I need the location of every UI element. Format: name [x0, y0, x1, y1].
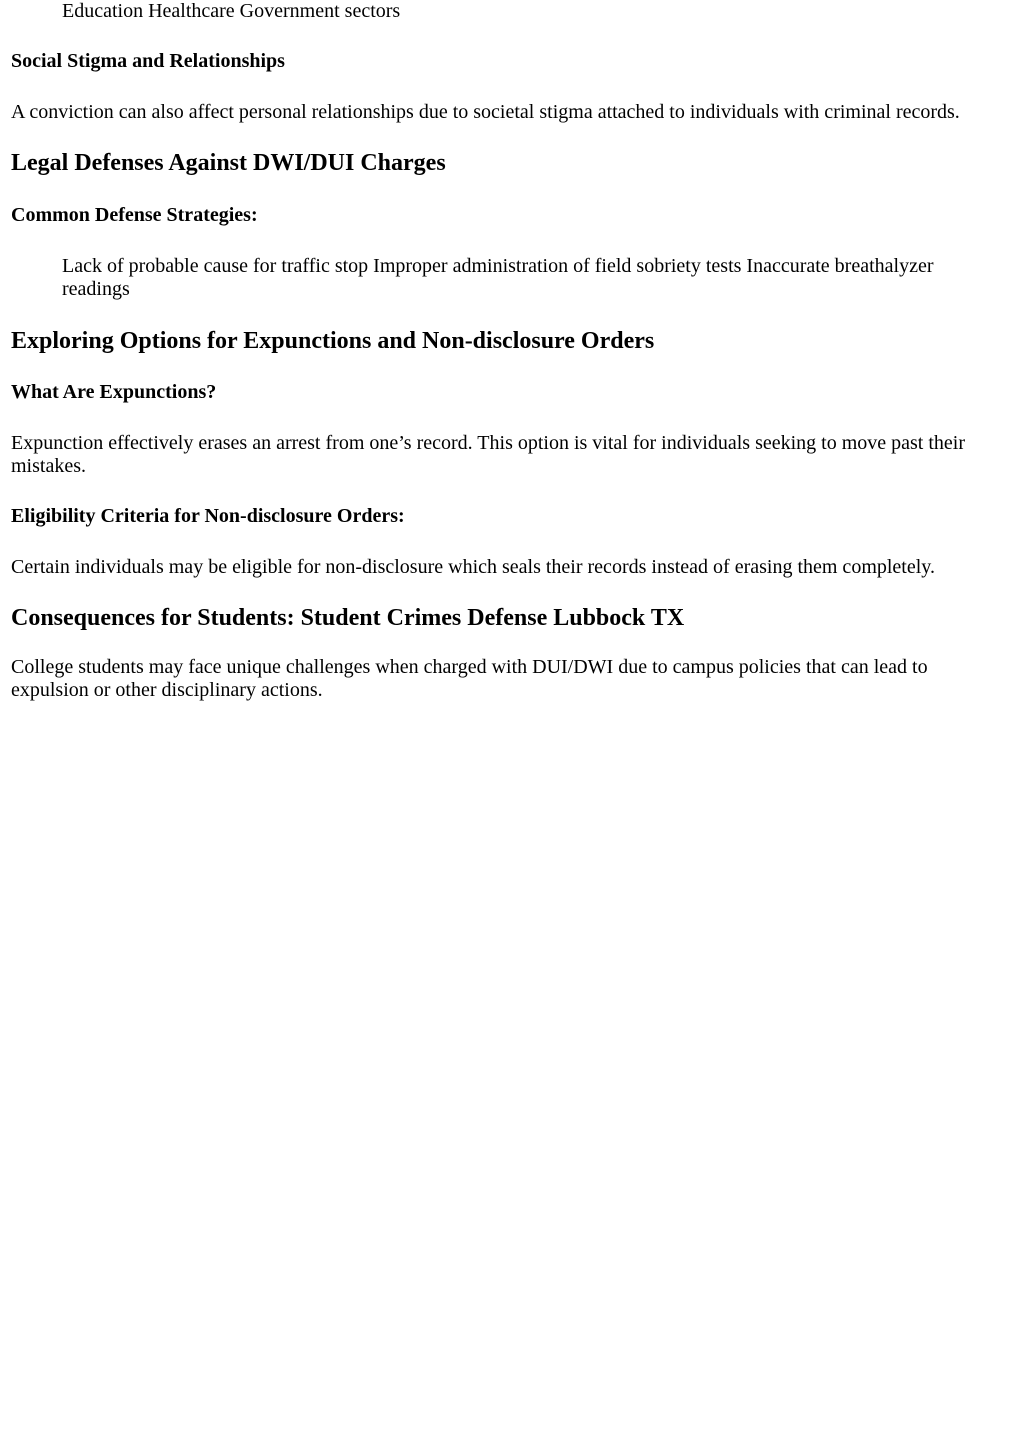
what-are-expunctions-heading: What Are Expunctions? — [11, 381, 217, 403]
what-are-expunctions-text: Expunction effectively erases an arrest from one’s record. This option is vital for individuals seeking to move past their mistakes. — [11, 432, 966, 477]
students-text: College students may face unique challenges when charged with DUI/DWI due to campus policies that can lead to expulsion or other disciplinary actions. — [11, 656, 928, 701]
strategies-list: Lack of probable cause for traffic stop Improper administration of field sobriety tests Inaccurate breathalyzer readings — [62, 255, 934, 300]
common-strategies-heading: Common Defense Strategies: — [11, 204, 258, 226]
social-stigma-heading: Social Stigma and Relationships — [11, 50, 285, 72]
legal-defenses-heading: Legal Defenses Against DWI/DUI Charges — [11, 150, 446, 176]
expunctions-heading: Exploring Options for Expunctions and Non-disclosure Orders — [11, 328, 655, 354]
eligibility-heading: Eligibility Criteria for Non-disclosure Orders: — [11, 505, 405, 527]
sectors-list: Education Healthcare Government sectors — [62, 0, 401, 22]
students-heading: Consequences for Students: Student Crimes Defense Lubbock TX — [11, 605, 685, 631]
social-stigma-text: A conviction can also affect personal relationships due to societal stigma attached to individuals with criminal records. — [11, 101, 960, 123]
eligibility-text: Certain individuals may be eligible for non-disclosure which seals their records instead of erasing them completely. — [11, 556, 935, 578]
